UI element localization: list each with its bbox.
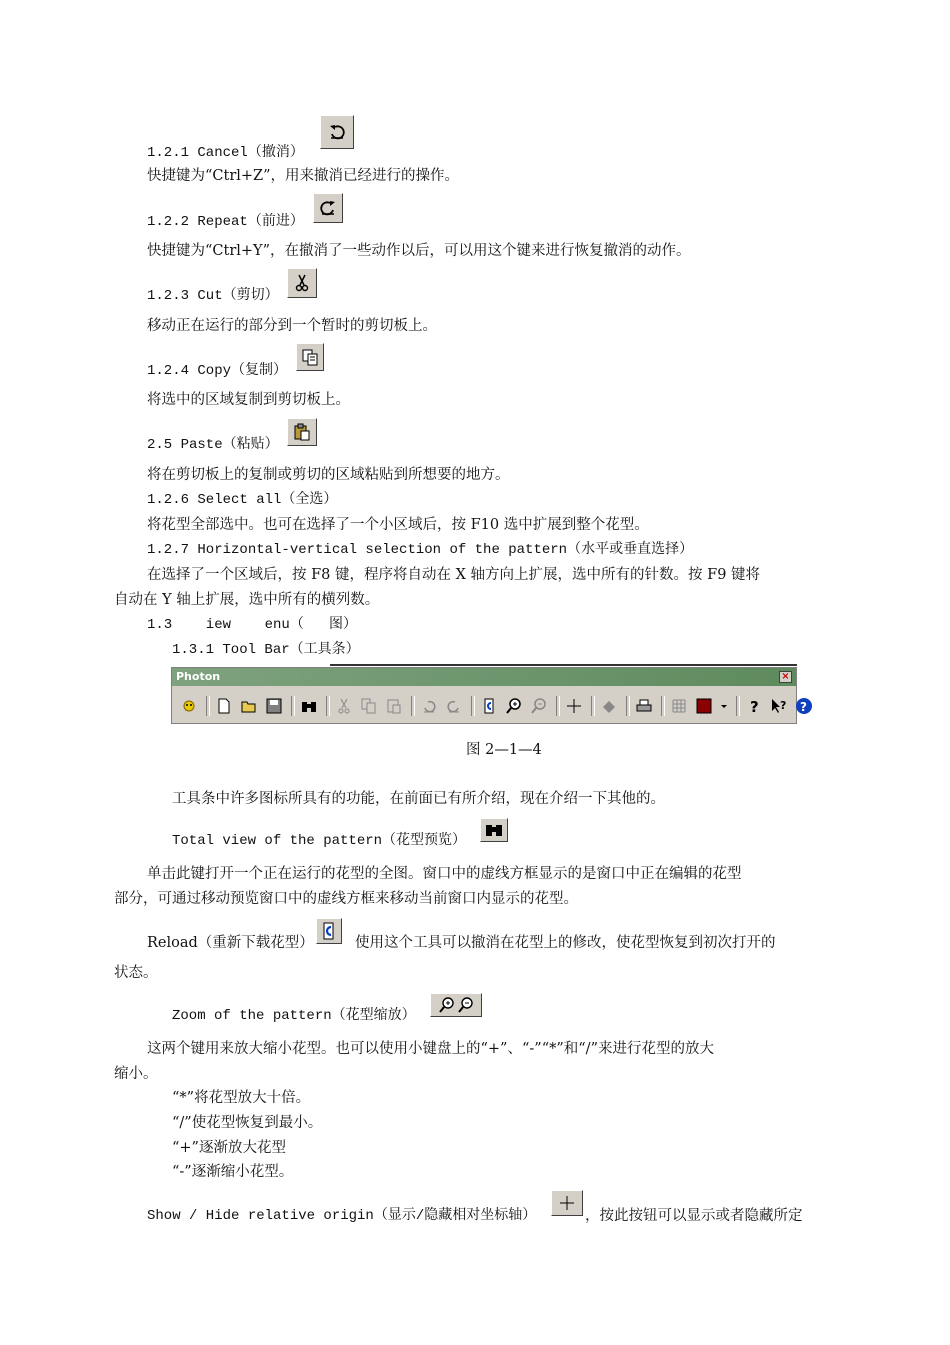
hv-selection-heading: 1.2.7 Horizontal-vertical selection of the pattern（水平或垂直选择） [147, 542, 694, 558]
fill-icon[interactable] [598, 695, 620, 717]
zoom-desc-1: 这两个键用来放大缩小花型。也可以使用小键盘上的“+”、“-”“*”和“/”来进行花型的放大 [147, 1041, 714, 1057]
zoom-item: “+”逐渐放大花型 [172, 1140, 286, 1156]
total-view-desc-1: 单击此键打开一个正在运行的花型的全图。窗口中的虚线方框显示的是窗口中正在编辑的花型 [147, 866, 742, 882]
toolbar-separator [591, 696, 595, 716]
toolbar-separator [661, 696, 665, 716]
toolbar-buttons [178, 692, 818, 720]
paste-desc: 将在剪切板上的复制或剪切的区域粘贴到所想要的地方。 [147, 467, 510, 483]
undo-icon[interactable] [418, 695, 440, 717]
toolbar-separator [471, 696, 475, 716]
repeat-heading: 1.2.2 Repeat（前进） [147, 214, 304, 230]
zoom-out-icon[interactable] [528, 695, 550, 717]
copy-desc: 将选中的区域复制到剪切板上。 [147, 392, 350, 408]
svg-text:?: ? [780, 699, 787, 712]
reload-desc-1: 使用这个工具可以撤消在花型上的修改，使花型恢复到初次打开的 [355, 935, 776, 951]
cut-desc: 移动正在运行的部分到一个暂时的剪切板上。 [147, 318, 437, 334]
svg-text:?: ? [750, 698, 759, 715]
save-icon[interactable] [263, 695, 285, 717]
total-view-heading: Total view of the pattern（花型预览） [172, 833, 467, 849]
origin-cross-icon[interactable] [563, 695, 585, 717]
zoom-item: “/”使花型恢复到最小。 [172, 1115, 323, 1131]
toolbar-top-border [330, 664, 797, 666]
grid-icon[interactable] [668, 695, 690, 717]
total-view-desc-2: 部分，可通过移动预览窗口中的虚线方框来移动当前窗口内显示的花型。 [114, 891, 578, 907]
cancel-desc: 快捷键为“Ctrl+Z”，用来撤消已经进行的操作。 [147, 168, 460, 184]
toolbar-separator [411, 696, 415, 716]
wizard-icon[interactable] [178, 695, 200, 717]
zoom-item: “*”将花型放大十倍。 [172, 1090, 311, 1106]
toolbar-separator [556, 696, 560, 716]
cut-heading: 1.2.3 Cut（剪切） [147, 288, 279, 304]
reload-desc-2: 状态。 [114, 965, 158, 981]
origin-desc: ，按此按钮可以显示或者隐藏所定 [585, 1208, 803, 1224]
about-icon[interactable] [793, 695, 815, 717]
origin-cross-icon [551, 1190, 583, 1216]
toolbar-separator [326, 696, 330, 716]
figure-caption: 图 2—1—4 [466, 742, 542, 758]
redo-icon[interactable] [443, 695, 465, 717]
copy-heading: 1.2.4 Copy（复制） [147, 363, 288, 379]
toolbar-separator [291, 696, 295, 716]
zoom-in-icon[interactable] [503, 695, 525, 717]
zoom-item: “-”逐渐缩小花型。 [172, 1164, 294, 1180]
toolbar-separator [206, 696, 210, 716]
origin-label: Show / Hide relative origin（显示/隐藏相对坐标轴） [147, 1208, 537, 1224]
zoom-desc-2: 缩小。 [114, 1066, 158, 1082]
cut-icon[interactable] [333, 695, 355, 717]
open-icon[interactable] [238, 695, 260, 717]
zoom-buttons [430, 993, 482, 1017]
hv-selection-desc-2: 自动在 Y 轴上扩展，选中所有的横列数。 [114, 592, 380, 608]
toolbar-section-heading: 1.3.1 Tool Bar（工具条） [172, 642, 360, 658]
toolbar-separator [736, 696, 740, 716]
color-swatch-icon[interactable] [693, 695, 715, 717]
reload-label: Reload（重新下载花型） [147, 935, 314, 951]
hv-selection-desc-1: 在选择了一个区域后，按 F8 键，程序将自动在 X 轴方向上扩展，选中所有的针数。按 F9 键将 [147, 567, 761, 583]
binoculars-icon [480, 818, 508, 842]
context-help-icon[interactable] [768, 695, 790, 717]
zoom-in-out-icon [434, 995, 478, 1015]
zoom-heading: Zoom of the pattern（花型缩放） [172, 1008, 416, 1024]
dropdown-arrow-icon[interactable] [718, 695, 730, 717]
new-icon[interactable] [213, 695, 235, 717]
undo-icon [320, 115, 354, 149]
copy-icon [296, 343, 324, 371]
paste-icon[interactable] [383, 695, 405, 717]
svg-text:?: ? [800, 700, 807, 714]
print-icon[interactable] [633, 695, 655, 717]
binoculars-icon[interactable] [298, 695, 320, 717]
toolbar-separator [626, 696, 630, 716]
photon-toolbar [171, 667, 807, 724]
toolbar-close-button[interactable]: × [779, 671, 792, 683]
cut-icon [287, 268, 317, 298]
reload-icon[interactable] [478, 695, 500, 717]
paste-icon [287, 418, 317, 446]
toolbar-title: Photon [172, 668, 796, 686]
redo-icon [313, 193, 343, 223]
select-all-desc: 将花型全部选中。也可在选择了一个小区域后，按 F10 选中扩展到整个花型。 [147, 517, 649, 533]
select-all-heading: 1.2.6 Select all（全选） [147, 492, 338, 508]
toolbar-intro: 工具条中许多图标所具有的功能，在前面已有所介绍，现在介绍一下其他的。 [172, 791, 665, 807]
reload-icon [316, 918, 342, 944]
repeat-desc: 快捷键为“Ctrl+Y”，在撤消了一些动作以后，可以用这个键来进行恢复撤消的动作。 [147, 243, 691, 259]
view-menu-heading: 1.3 iew enu（ 图） [147, 617, 358, 633]
help-icon[interactable] [743, 695, 765, 717]
copy-icon[interactable] [358, 695, 380, 717]
paste-heading: 2.5 Paste（粘贴） [147, 437, 279, 453]
cancel-heading: 1.2.1 Cancel（撤消） [147, 145, 304, 161]
